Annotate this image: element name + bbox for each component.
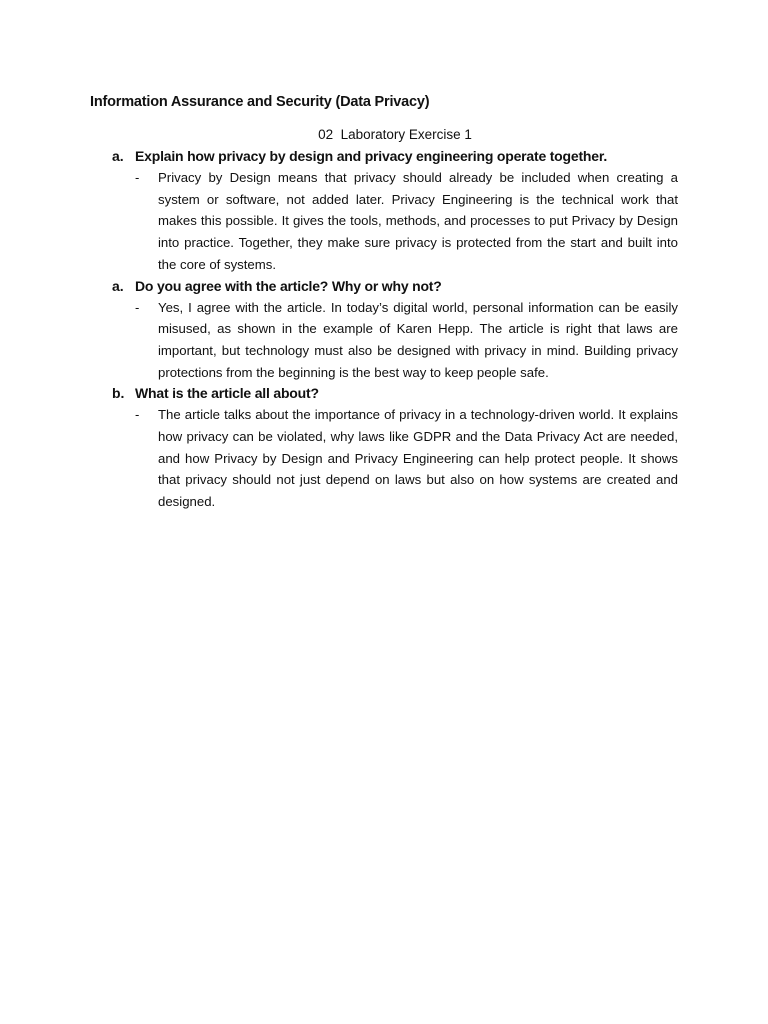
- question-section: [112, 276, 678, 384]
- question-row: [112, 276, 678, 297]
- question-marker: b.: [112, 385, 125, 402]
- document-title: Information Assurance and Security (Data Privacy): [90, 94, 430, 110]
- question-list: [112, 146, 678, 513]
- answer-row: [135, 167, 678, 276]
- answer-text: Privacy by Design means that privacy should already be included when creating a system or software, not added later. Privacy Engineering is the technical work that makes this possible. It gives the tools, methods, and processes to put Privacy by Design into practice. Together, they make sure privacy is protected from the start and built into the core of systems.: [158, 170, 678, 272]
- question-row: [112, 383, 678, 404]
- question-section: [112, 383, 678, 513]
- answer-row: [135, 404, 678, 513]
- question-text: Explain how privacy by design and privacy engineering operate together.: [135, 148, 608, 164]
- answer-bullet: -: [135, 299, 140, 315]
- document-subtitle: 02 Laboratory Exercise 1: [318, 127, 472, 142]
- question-text: What is the article all about?: [135, 385, 319, 402]
- question-section: [112, 146, 678, 276]
- question-text: Do you agree with the article? Why or why not?: [135, 277, 442, 294]
- question-marker: a.: [112, 148, 124, 164]
- answer-bullet: -: [135, 170, 140, 185]
- answer-bullet: -: [135, 407, 140, 423]
- answer-text: The article talks about the importance of privacy in a technology-driven world. It explains how privacy can be violated, why laws like GDPR and the Data Privacy Act are needed, and how Privacy by Design and Privacy Engineering can help protect people. It shows that privacy should not just depend on laws but also on how systems are created and designed.: [158, 407, 678, 510]
- answer-text: Yes, I agree with the article. In today’s digital world, personal information can be easily misused, as shown in the example of Karen Hepp. The article is right that laws are important, but technology must also be designed with privacy in mind. Building privacy protections from the beginning is the best way to keep people safe.: [158, 299, 678, 380]
- question-row: [112, 146, 678, 167]
- answer-row: [135, 297, 678, 384]
- question-marker: a.: [112, 277, 124, 294]
